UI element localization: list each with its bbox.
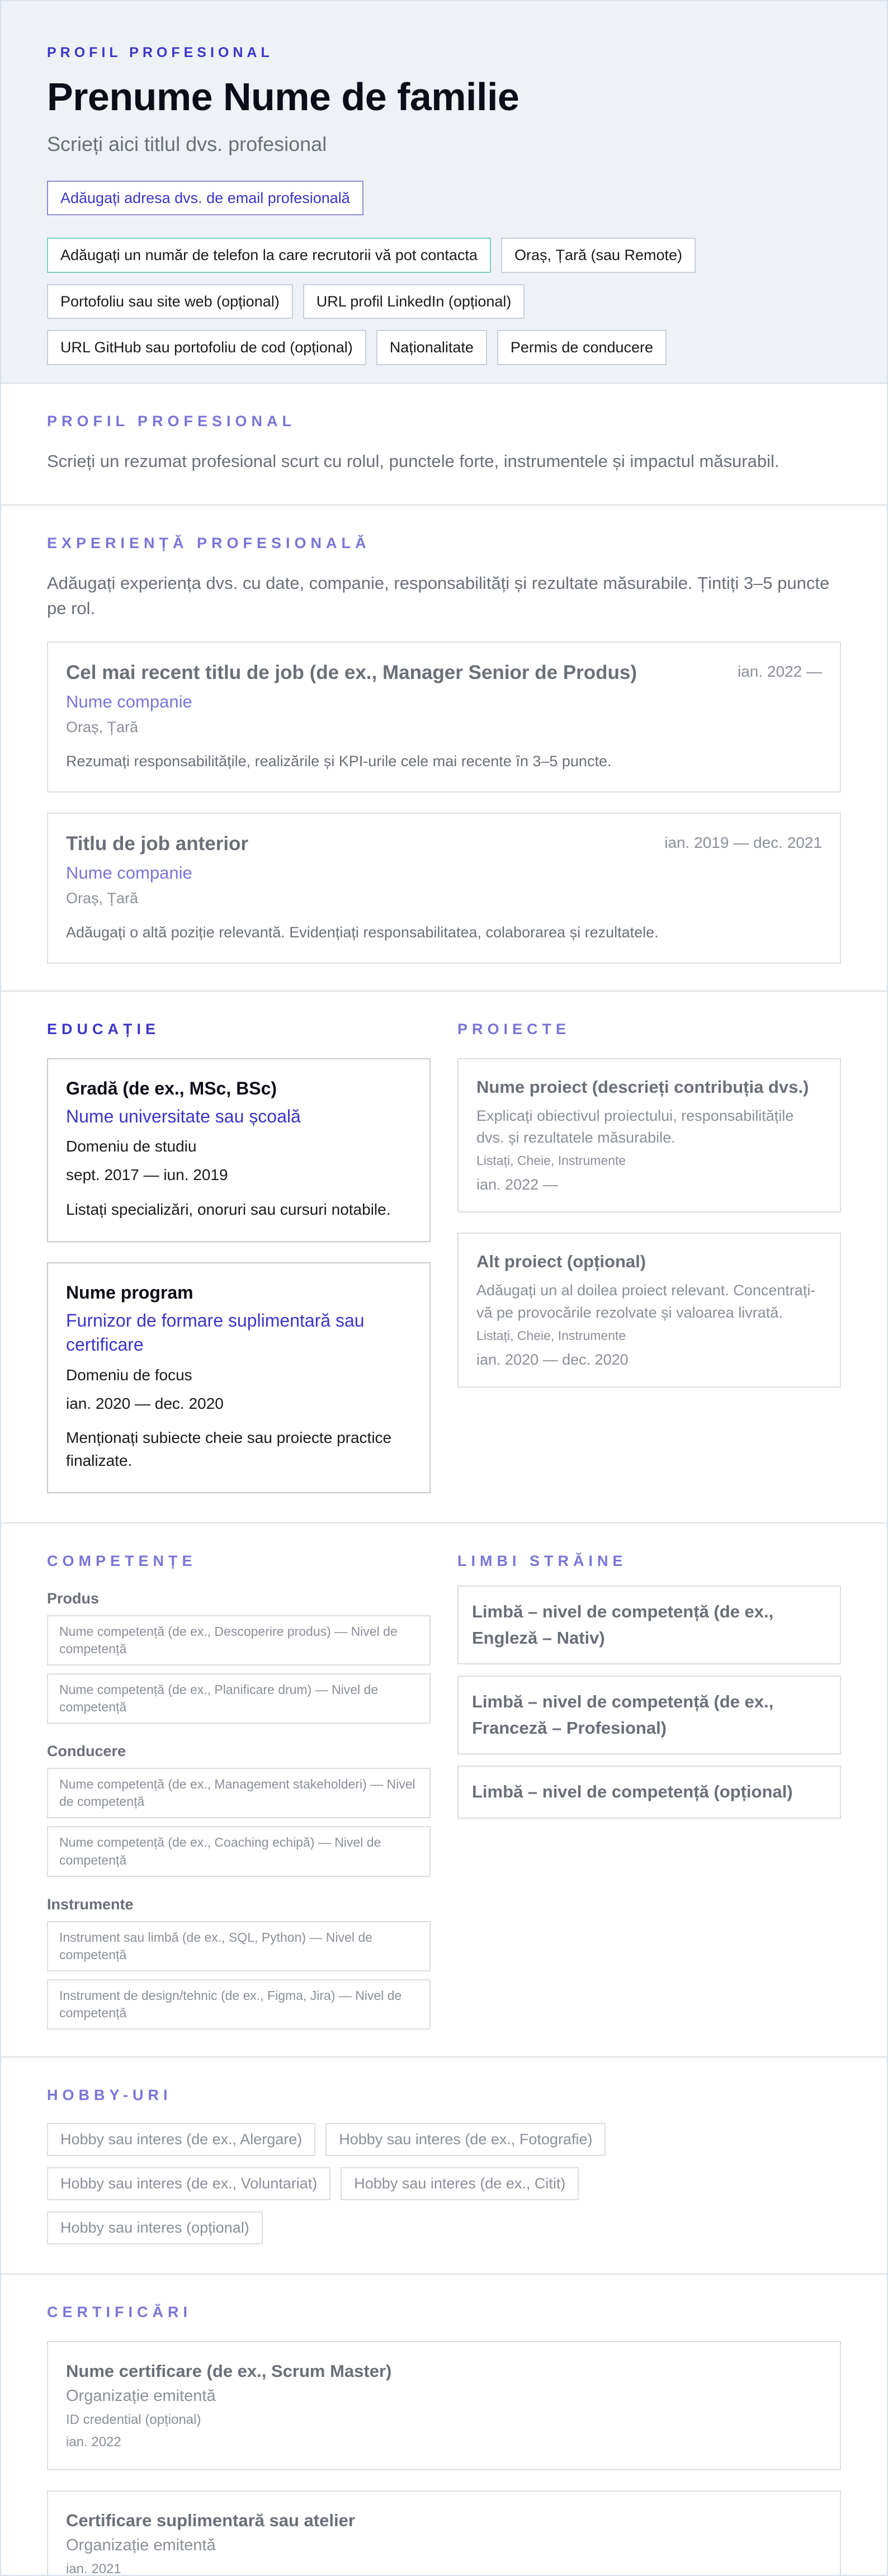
job-date: ian. 2019 — dec. 2021 <box>664 833 822 851</box>
certifications-section <box>1 2275 887 2576</box>
language-item: Limbă – nivel de competență (de ex., Engleză – Nativ) <box>457 1586 841 1664</box>
project-tags: Listați, Cheie, Instrumente <box>476 1328 626 1343</box>
certifications-heading: CERTIFICĂRI <box>47 2303 192 2320</box>
project-description: Adăugați un al doilea proiect relevant. Concentrați-vă pe provocările rezolvate și valoarea livrată. <box>476 1282 816 1321</box>
education-institution: Nume universitate sau școală <box>66 1106 301 1127</box>
skill-item: Nume competență (de ex., Planificare drum) — Nivel de competență <box>47 1673 431 1724</box>
education-note: Menționați subiecte cheie sau proiecte practice finalizate. <box>66 1429 392 1469</box>
github-chip[interactable]: URL GitHub sau portofoliu de cod (opțional) <box>47 330 366 365</box>
project-title: Alt proiect (opțional) <box>476 1252 646 1272</box>
language-item: Limbă – nivel de competență (opțional) <box>457 1766 841 1819</box>
skill-item: Nume competență (de ex., Coaching echipă) — Nivel de competență <box>47 1826 431 1876</box>
skill-item: Instrument sau limbă (de ex., SQL, Python) — Nivel de competență <box>47 1921 431 1971</box>
hobbies-heading: HOBBY-URI <box>47 2086 172 2103</box>
projects-column <box>457 1021 841 1493</box>
education-card <box>47 1058 431 1242</box>
education-card <box>47 1262 431 1493</box>
job-card <box>47 641 841 792</box>
education-note: Listați specializări, onoruri sau cursuri notabile. <box>66 1200 391 1218</box>
phone-chip[interactable]: Adăugați un număr de telefon la care recrutorii vă pot contacta <box>47 238 491 272</box>
location-chip: Oraș, Țară (sau Remote) <box>501 238 696 272</box>
header-kicker: PROFIL PROFESIONAL <box>47 45 273 60</box>
profile-section <box>1 384 887 506</box>
hobby-chip: Hobby sau interes (opțional) <box>47 2211 263 2244</box>
job-company: Nume companie <box>66 862 192 883</box>
project-card <box>457 1058 841 1212</box>
full-name: Prenume Nume de familie <box>47 75 519 119</box>
certification-org: Organizație emitentă <box>66 2386 216 2405</box>
profile-summary: Scrieți un rezumat profesional scurt cu rolul, punctele forte, instrumentele și impactul măsurabil. <box>47 451 780 471</box>
education-projects-row <box>1 992 887 1523</box>
education-dates: sept. 2017 — iun. 2019 <box>66 1166 228 1184</box>
education-column <box>47 1021 431 1493</box>
portfolio-chip[interactable]: Portofoliu sau site web (opțional) <box>47 284 293 319</box>
certification-title: Certificare suplimentară sau atelier <box>66 2510 355 2530</box>
experience-heading: EXPERIENȚĂ PROFESIONALĂ <box>47 534 371 551</box>
certification-date: ian. 2021 <box>66 2561 121 2576</box>
hobby-list <box>47 2123 802 2244</box>
skill-item: Nume competență (de ex., Descoperire produs) — Nivel de competență <box>47 1615 431 1666</box>
certification-title: Nume certificare (de ex., Scrum Master) <box>66 2361 392 2381</box>
job-card <box>47 813 841 964</box>
experience-intro: Adăugați experiența dvs. cu date, companie, responsabilități și rezultate măsurabile. Țintiți 3–5 puncte pe rol. <box>47 573 830 618</box>
languages-heading: LIMBI STRĂINE <box>457 1553 627 1570</box>
hobby-chip: Hobby sau interes (de ex., Citit) <box>341 2167 579 2200</box>
skill-item: Instrument de design/tehnic (de ex., Figma, Jira) — Nivel de competență <box>47 1979 431 2030</box>
skills-heading: COMPETENȚE <box>47 1553 197 1570</box>
education-institution: Furnizor de formare suplimentară sau certificare <box>66 1310 365 1355</box>
skills-languages-row <box>1 1523 887 2058</box>
email-chip[interactable]: Adăugați adresa dvs. de email profesională <box>47 181 363 215</box>
job-location: Oraș, Țară <box>66 889 139 907</box>
skill-group-label: Instrumente <box>47 1895 134 1913</box>
job-title: Cel mai recent titlu de job (de ex., Manager Senior de Produs) <box>66 661 637 683</box>
education-degree: Gradă (de ex., MSc, BSc) <box>66 1078 277 1099</box>
project-description: Explicați obiectivul proiectului, responsabilitățile dvs. și rezultatele măsurabile. <box>476 1107 794 1147</box>
skill-group-label: Produs <box>47 1590 100 1607</box>
education-heading: EDUCAȚIE <box>47 1021 160 1038</box>
hobbies-section <box>1 2058 887 2275</box>
license-chip: Permis de conducere <box>497 330 667 365</box>
education-field: Domeniu de focus <box>66 1366 192 1384</box>
project-date: ian. 2020 — dec. 2020 <box>476 1351 629 1368</box>
certification-date: ian. 2022 <box>66 2434 121 2450</box>
project-card <box>457 1233 841 1387</box>
job-date: ian. 2022 — <box>738 662 822 680</box>
skills-column <box>47 1553 431 2030</box>
hobby-chip: Hobby sau interes (de ex., Fotografie) <box>325 2123 606 2156</box>
experience-section <box>1 506 887 992</box>
hobby-chip: Hobby sau interes (de ex., Voluntariat) <box>47 2167 330 2200</box>
projects-heading: PROIECTE <box>457 1021 571 1038</box>
contact-chips <box>47 181 796 365</box>
languages-column <box>457 1553 841 2030</box>
skill-group-label: Conducere <box>47 1743 126 1760</box>
job-title: Titlu de job anterior <box>66 832 249 855</box>
project-title: Nume proiect (descrieți contribuția dvs.) <box>476 1077 809 1097</box>
project-tags: Listați, Cheie, Instrumente <box>476 1153 626 1168</box>
certification-org: Organizație emitentă <box>66 2536 216 2554</box>
certification-credential: ID credential (opțional) <box>66 2412 201 2427</box>
education-dates: ian. 2020 — dec. 2020 <box>66 1394 224 1412</box>
resume-header <box>1 1 887 384</box>
job-description: Rezumați responsabilitățile, realizările și KPI-urile cele mai recente în 3–5 puncte. <box>66 752 612 770</box>
job-description: Adăugați o altă poziție relevantă. Evidențiați responsabilitatea, colaborarea și rezultatele. <box>66 923 659 941</box>
linkedin-chip[interactable]: URL profil LinkedIn (opțional) <box>303 284 525 319</box>
project-date: ian. 2022 — <box>476 1176 558 1193</box>
hobby-chip: Hobby sau interes (de ex., Alergare) <box>47 2123 315 2156</box>
nationality-chip: Naționalitate <box>376 330 487 365</box>
certification-card <box>47 2490 841 2576</box>
profile-heading: PROFIL PROFESIONAL <box>47 413 296 430</box>
education-degree: Nume program <box>66 1282 193 1303</box>
education-field: Domeniu de studiu <box>66 1138 197 1155</box>
skill-item: Nume competență (de ex., Management stakeholderi) — Nivel de competență <box>47 1768 431 1818</box>
job-company: Nume companie <box>66 691 192 711</box>
certification-card <box>47 2341 841 2470</box>
professional-title: Scrieți aici titlul dvs. profesional <box>47 133 327 155</box>
language-item: Limbă – nivel de competență (de ex., Franceză – Profesional) <box>457 1676 841 1754</box>
job-location: Oraș, Țară <box>66 718 139 735</box>
